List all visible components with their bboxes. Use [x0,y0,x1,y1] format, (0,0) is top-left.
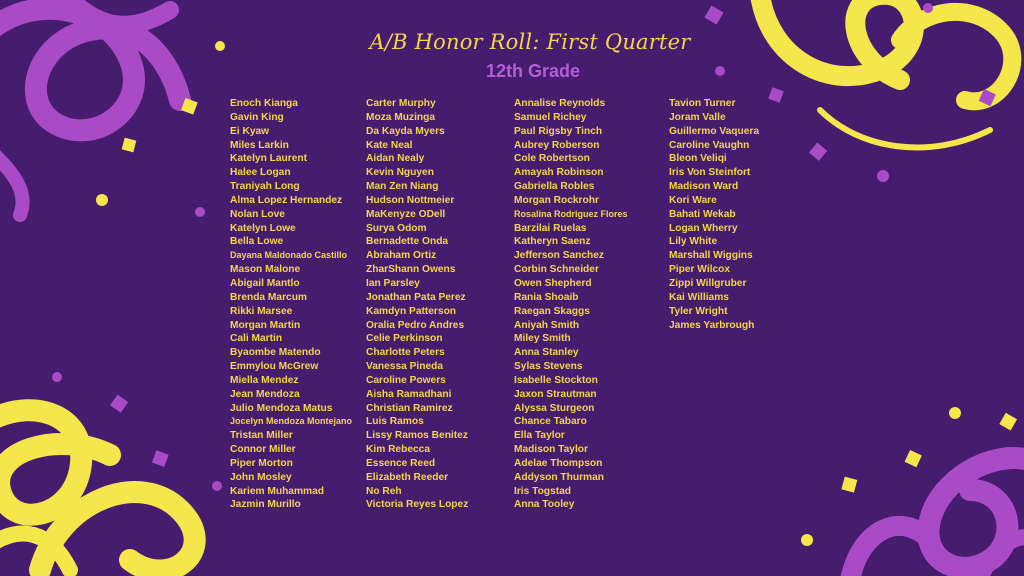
student-name: Anna Tooley [514,499,575,511]
student-name: Caroline Vaughn [669,139,750,151]
student-name: Rikki Marsee [230,305,293,317]
page-title: A/B Honor Roll: First Quarter [369,30,691,54]
student-name: Jaxon Strautman [514,388,597,400]
student-name: Morgan Martin [230,319,301,331]
student-name: Essence Reed [366,457,436,469]
student-name: Brenda Marcum [230,291,307,303]
student-name: Elizabeth Reeder [366,471,449,483]
student-name: Kate Neal [366,139,413,151]
student-name: ZharShann Owens [366,264,456,276]
name-column-2 [366,97,468,512]
ribbon-bottom-left [0,410,195,570]
student-name: Katelyn Lowe [230,222,296,234]
student-name: Alyssa Sturgeon [514,402,595,414]
student-name: Chance Tabaro [514,416,587,428]
student-name: Piper Wilcox [669,264,731,276]
student-name: Kamdyn Patterson [366,305,457,317]
student-name: No Reh [366,485,402,497]
student-name: Iris Togstad [514,485,571,497]
student-name: Kai Williams [669,291,729,303]
student-name: Zippi Willgruber [669,277,747,289]
student-name: Katelyn Laurent [230,153,307,165]
student-name: Madison Taylor [514,444,588,456]
name-column-1 [230,97,352,512]
student-name: Bleon Veliqi [669,153,727,165]
student-name: Miles Larkin [230,139,289,151]
student-name: Anna Stanley [514,347,579,359]
student-name: Dayana Maldonado Castillo [230,250,348,261]
student-name: Tavion Turner [669,98,736,109]
student-name: Kevin Nguyen [366,167,434,179]
student-name: Ian Parsley [366,277,420,289]
student-name: Enoch Kianga [230,98,298,109]
student-name: Kori Ware [669,194,717,206]
student-name: Rosalina Rodriguez Flores [514,208,628,219]
student-name: Morgan Rockrohr [514,194,599,206]
student-name: Surya Odom [366,222,427,234]
student-name: Moza Muzinga [366,111,436,123]
student-name: Rania Shoaib [514,291,579,303]
student-name: Caroline Powers [366,374,446,386]
student-name: Bahati Wekab [669,208,736,220]
student-name: Miley Smith [514,333,571,345]
student-name: Vanessa Pineda [366,361,444,373]
student-name: Jefferson Sanchez [514,250,605,262]
student-name: Madison Ward [669,181,739,193]
student-name: Gabriella Robles [514,181,595,193]
student-name: Logan Wherry [669,222,738,234]
student-name: Adelae Thompson [514,457,603,469]
student-name: Isabelle Stockton [514,374,598,386]
student-name: Charlotte Peters [366,347,445,359]
student-name: Annalise Reynolds [514,98,606,109]
student-name: Marshall Wiggins [669,250,753,262]
student-name: Connor Miller [230,444,296,456]
student-name: Traniyah Long [230,181,300,193]
page-subtitle: 12th Grade [485,61,581,81]
student-name: Barzilai Ruelas [514,222,587,234]
student-name: Luis Ramos [366,416,424,428]
student-name: Aubrey Roberson [514,139,600,151]
student-name: Man Zen Niang [366,181,439,193]
student-name: Owen Shepherd [514,277,592,289]
student-name: Abraham Ortiz [366,250,437,262]
student-name: Raegan Skaggs [514,305,590,317]
student-name: Cali Martin [230,333,283,345]
student-name: Sylas Stevens [514,361,583,373]
student-name: Oralia Pedro Andres [366,319,465,331]
student-name: Kim Rebecca [366,444,430,456]
student-name: Alma Lopez Hernandez [230,194,343,206]
ribbon-bottom-right [850,458,1024,576]
student-name: Iris Von Steinfort [669,167,751,179]
student-name: Lissy Ramos Benitez [366,430,468,442]
student-name: Joram Valle [669,111,726,123]
student-name: Cole Robertson [514,153,590,165]
student-name: Celie Perkinson [366,333,443,345]
student-name: Paul Rigsby Tinch [514,125,603,137]
student-name: Jazmin Murillo [230,499,301,511]
student-name: Corbin Schneider [514,264,599,276]
student-name: Aisha Ramadhani [366,388,452,400]
student-name: Amayah Robinson [514,167,604,179]
student-name: Tristan Miller [230,430,293,442]
student-name: Nolan Love [230,208,285,220]
student-name: Hudson Nottmeier [366,194,455,206]
student-name: Byaombe Matendo [230,347,321,359]
student-name: Bernadette Onda [366,236,449,248]
student-name: Miella Mendez [230,374,299,386]
student-name: James Yarbrough [669,319,755,331]
student-name: Julio Mendoza Matus [230,402,333,414]
student-name: Jonathan Pata Perez [366,291,466,303]
student-name: Tyler Wright [669,305,728,317]
student-name: Mason Malone [230,264,301,276]
name-column-4 [669,97,759,332]
student-name: Carter Murphy [366,98,436,109]
student-name: Victoria Reyes Lopez [366,499,469,511]
student-name: Katheryn Saenz [514,236,591,248]
student-name: Halee Logan [230,167,291,179]
student-name: John Mosley [230,471,292,483]
student-name: Guillermo Vaquera [669,125,760,137]
student-name: Piper Morton [230,457,293,469]
student-name: Samuel Richey [514,111,587,123]
name-column-3 [514,97,628,512]
student-name: Lily White [669,236,718,248]
student-name: Aniyah Smith [514,319,580,331]
student-name: Addyson Thurman [514,471,604,483]
student-name: Bella Lowe [230,236,284,248]
student-name: Aidan Nealy [366,153,425,165]
student-name: Christian Ramirez [366,402,453,414]
student-name: Emmylou McGrew [230,361,319,373]
student-name: Da Kayda Myers [366,125,445,137]
student-name: Kariem Muhammad [230,485,324,497]
student-name: Jean Mendoza [230,388,300,400]
student-name: Abigail Mantlo [230,277,300,289]
student-name: Jocelyn Mendoza Montejano [230,416,353,427]
student-name: Ei Kyaw [230,125,270,137]
student-name: Gavin King [230,111,284,123]
student-name: MaKenyze ODell [366,208,446,220]
student-name: Ella Taylor [514,430,565,442]
